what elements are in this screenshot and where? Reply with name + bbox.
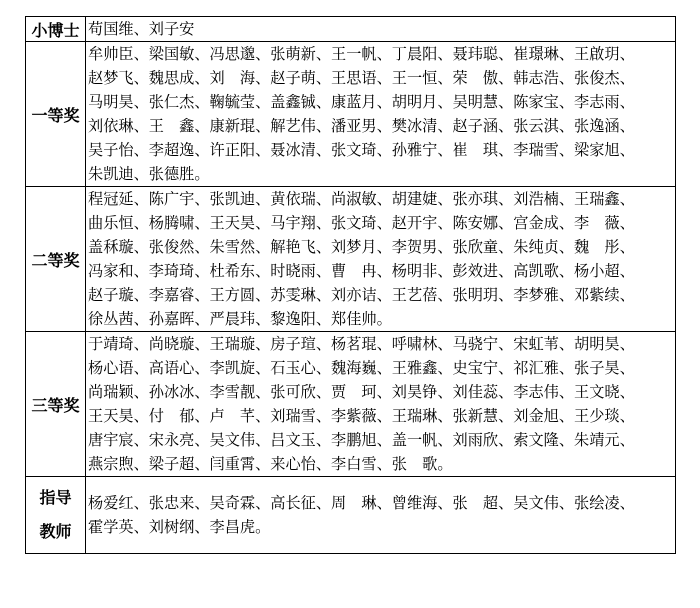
name-line: 尚瑞颖、孙冰冰、李雪靓、张可欣、贾 珂、刘昊铮、刘佳蕊、李志伟、王文晓、 bbox=[88, 383, 635, 401]
name-line: 唐宇宸、宋永亮、吴文伟、吕文玉、李鹏旭、盖一帆、刘雨欣、索文隆、朱靖元、 bbox=[88, 431, 635, 449]
name-line: 于靖琦、尚晓璇、王瑞璇、房子瑄、杨茗琨、呼啸林、马骁宁、宋虹苇、胡明昊、 bbox=[88, 335, 635, 353]
row-third-prize bbox=[26, 332, 676, 477]
name-line: 赵子璇、李嘉睿、王方圆、苏雯琳、刘亦诘、王艺蓓、张明玥、李梦雅、邓紫续、 bbox=[88, 286, 635, 304]
name-line: 赵梦飞、魏思成、刘 海、赵子萌、王思语、王一恒、荣 傲、韩志浩、张俊杰、 bbox=[88, 69, 635, 87]
name-line: 程冠延、陈广宇、张凯迪、黄依瑞、尚淑敏、胡建婕、张亦琪、刘浩楠、王瑞鑫、 bbox=[88, 190, 635, 208]
category-little-doctor bbox=[26, 17, 86, 42]
name-line: 霍学英、刘树纲、李昌虎。 bbox=[88, 518, 271, 536]
name-line: 朱凯迪、张德胜。 bbox=[88, 165, 210, 183]
category-mentors bbox=[26, 477, 86, 554]
name-line: 马明昊、张仁杰、鞠毓莹、盖鑫铖、康蓝月、胡明月、吴明慧、陈家宝、李志雨、 bbox=[88, 93, 635, 111]
category-second-prize bbox=[26, 187, 86, 332]
names-mentors bbox=[86, 477, 676, 554]
names-little-doctor bbox=[86, 17, 676, 42]
name-line: 王天昊、付 郁、卢 芊、刘瑞雪、李紫薇、王瑞琳、张新慧、刘金旭、王少琰、 bbox=[88, 407, 635, 425]
name-line: 苟国维、刘子安 bbox=[88, 20, 195, 38]
names-second-prize bbox=[86, 187, 676, 332]
names-first-prize bbox=[86, 42, 676, 187]
name-line: 牟帅臣、梁国敏、冯思邈、张萌新、王一帆、丁晨阳、聂玮聪、崔璟琳、王啟玥、 bbox=[88, 45, 635, 63]
category-first-prize bbox=[26, 42, 86, 187]
category-label: 一等奖 bbox=[31, 105, 80, 125]
name-line: 曲乐恒、杨腾啸、王天昊、马宇翔、张文琦、赵开宇、陈安娜、宫金成、李 薇、 bbox=[88, 214, 635, 232]
category-label: 小博士 bbox=[31, 20, 80, 40]
row-second-prize bbox=[26, 187, 676, 332]
category-label: 二等奖 bbox=[31, 250, 80, 270]
name-line: 燕宗煦、梁子超、闫重霄、来心怡、李白雪、张 歌。 bbox=[88, 455, 453, 473]
name-line: 吴子怡、李超逸、许正阳、聂冰清、张文琦、孙雅宁、崔 琪、李瑞雪、梁家旭、 bbox=[88, 141, 635, 159]
names-third-prize bbox=[86, 332, 676, 477]
category-label-line: 教师 bbox=[39, 522, 72, 541]
name-line: 徐丛茜、孙嘉晖、严晨玮、黎逸阳、郑佳帅。 bbox=[88, 310, 392, 328]
category-third-prize bbox=[26, 332, 86, 477]
row-little-doctor bbox=[26, 17, 676, 42]
row-first-prize bbox=[26, 42, 676, 187]
category-label-line: 指导 bbox=[39, 488, 72, 507]
name-line: 杨爱红、张忠来、吴奇霖、高长征、周 琳、曾维海、张 超、吴文伟、张绘凌、 bbox=[88, 494, 635, 512]
name-line: 杨心语、高语心、李凯旋、石玉心、魏海巍、王雅鑫、史宝宁、祁汇雅、张子昊、 bbox=[88, 359, 635, 377]
category-label: 三等奖 bbox=[31, 395, 80, 415]
name-line: 冯家和、李琦琦、杜希东、时晓雨、曹 冉、杨明非、彭效进、高凯歌、杨小超、 bbox=[88, 262, 635, 280]
row-mentors bbox=[26, 477, 676, 554]
awards-table bbox=[25, 16, 676, 554]
name-line: 刘依琳、王 鑫、康新琨、解艺伟、潘亚男、樊冰清、赵子涵、张云淇、张逸涵、 bbox=[88, 117, 635, 135]
name-line: 盖秝璇、张俊然、朱雪然、解艳飞、刘梦月、李贺男、张欣童、朱纯贞、魏 彤、 bbox=[88, 238, 635, 256]
